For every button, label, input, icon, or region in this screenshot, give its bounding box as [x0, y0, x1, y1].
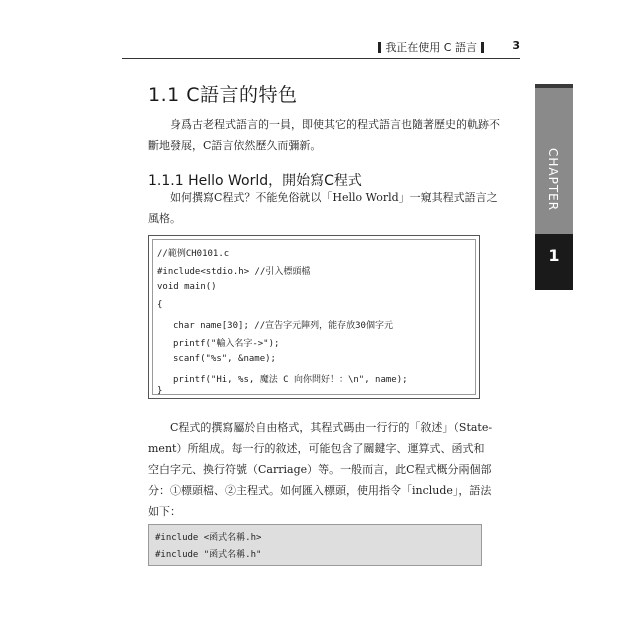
paragraph-line: C程式的撰寫屬於自由格式，其程式碼由一行行的「敘述」（State- — [170, 421, 493, 434]
running-header — [122, 36, 520, 59]
chapter-tab-number-block — [535, 234, 573, 290]
paragraph-line: 如何撰寫C程式？不能免俗就以「Hello World」一窺其程式語言之 — [170, 191, 498, 204]
header-title-group — [378, 39, 484, 55]
paragraph-line: 斷地發展，C語言依然歷久而彌新。 — [148, 139, 322, 152]
chapter-number: 1 — [548, 246, 560, 265]
code-line: { — [157, 300, 163, 310]
paragraph-line: 如下： — [148, 505, 181, 518]
paragraph-line: ment）所組成。每一行的敘述，可能包含了關鍵字、運算式、函式和 — [148, 442, 485, 455]
code-line: //範例CH0101.c — [157, 249, 230, 259]
chapter-tab — [535, 84, 573, 290]
header-title: 我正在使用 C 語言 — [385, 41, 477, 54]
code-line: void main() — [157, 282, 217, 292]
section-heading: 1.1 C語言的特色 — [148, 84, 298, 106]
paragraph-line: 空白字元、換行符號（Carriage）等。一般而言，此C程式概分兩個部 — [148, 463, 492, 476]
paragraph-line: 身爲古老程式語言的一員，即使其它的程式語言也隨著歷史的軌跡不 — [170, 118, 500, 131]
paragraph-line: 分：①標頭檔、②主程式。如何匯入標頭，使用指令「include」，語法 — [148, 484, 492, 497]
code-line: #include<stdio.h> //引入標頭檔 — [157, 267, 311, 277]
code-line: scanf("%s", &name); — [173, 354, 276, 364]
code-line: char name[30]; //宣告字元陣列，能存放30個字元 — [173, 321, 393, 331]
chapter-tab-label: CHAPTER — [546, 148, 560, 212]
chapter-tab-top-rule — [535, 84, 573, 88]
code-example-box — [148, 235, 480, 399]
paragraph-line: 風格。 — [148, 212, 181, 225]
code-line: printf("輸入名字->"); — [173, 339, 280, 349]
syntax-example-box — [148, 524, 482, 566]
syntax-line: #include <函式名稱.h> — [155, 533, 262, 543]
chapter-tab-label-block — [535, 84, 573, 234]
code-line: } — [157, 386, 163, 396]
subsection-heading: 1.1.1 Hello World，開始寫C程式 — [148, 173, 362, 189]
code-line: printf("Hi, %s, 魔法 C 向你問好！：\n", name); — [173, 375, 408, 385]
header-right-bar-mark — [481, 42, 484, 53]
section-intro-paragraph — [148, 114, 500, 156]
header-left-bar-mark — [378, 42, 381, 53]
syntax-line: #include "函式名稱.h" — [155, 550, 262, 560]
page-number: 3 — [512, 39, 520, 52]
body-paragraph — [148, 417, 493, 522]
subsection-intro-paragraph — [148, 187, 498, 229]
